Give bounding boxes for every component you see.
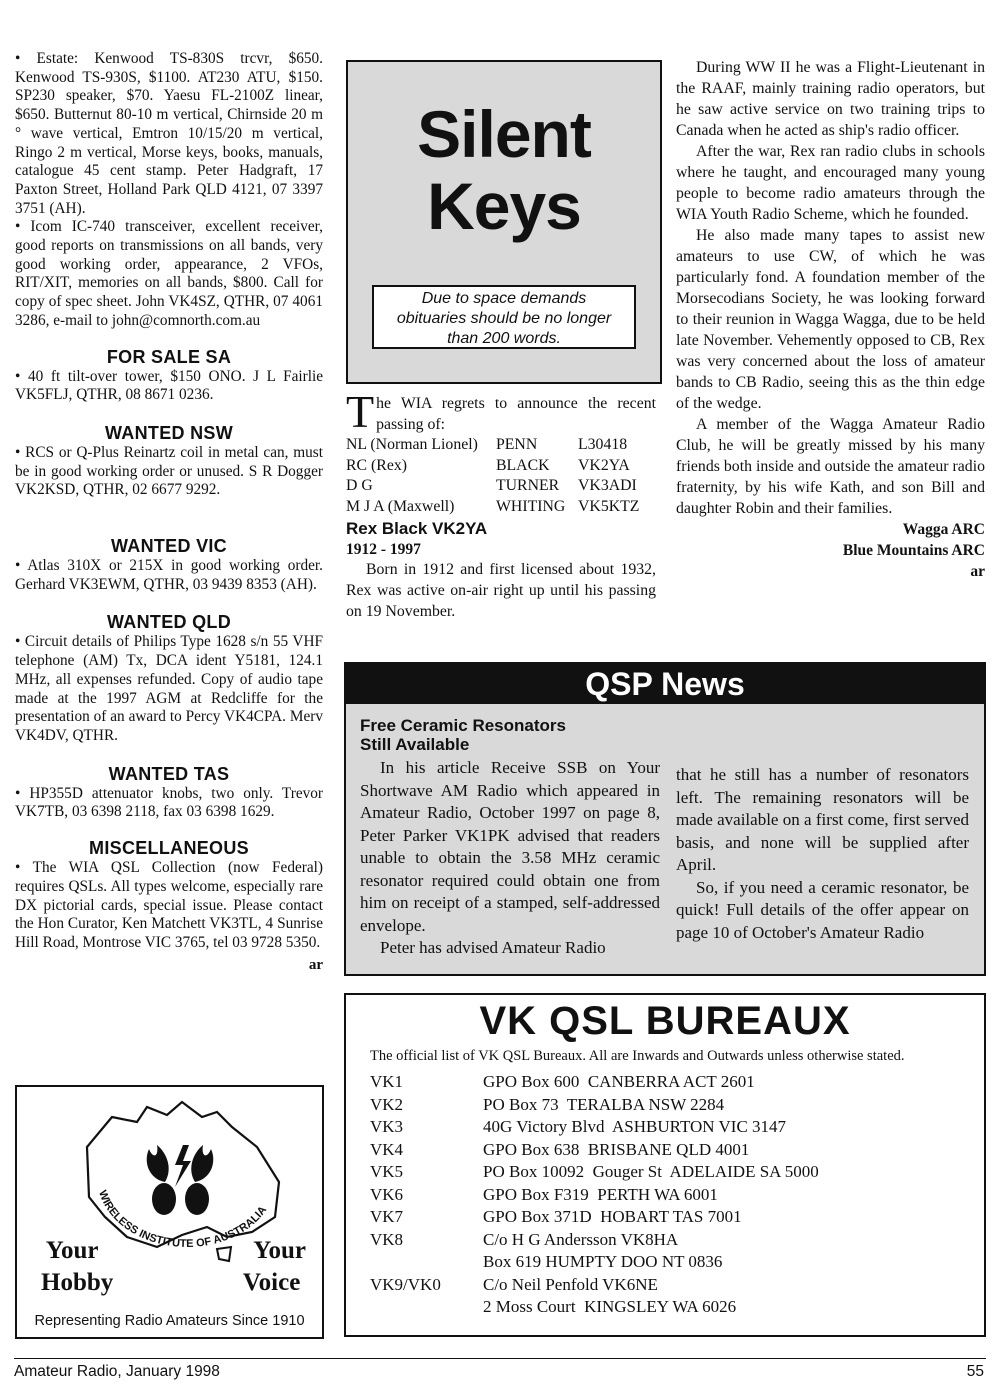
silent-keys-box <box>346 60 662 384</box>
silent-keys-text <box>346 393 656 622</box>
slogan-your-hobby <box>31 1235 113 1299</box>
heading-wanted-tas: WANTED TAS <box>108 763 230 784</box>
qsp-left-paragraph-1: In his article Receive SSB on Your Shortwave AM Radio which appeared in Amateur Radio, October 1997 on page 8, Peter Parker VK1PK advised that readers unable to obtain the 3.58 MHz ceramic resonator required could obtain one from him on receipt of a stamped, self-addressed envelope. <box>360 758 660 935</box>
page-footer-rule <box>14 1358 986 1359</box>
bureau-code: VK1 <box>370 1072 404 1091</box>
obit-years: 1912 - 1997 <box>346 541 421 558</box>
qsp-news-title: QSP News <box>346 664 984 704</box>
bureau-row <box>370 1184 819 1207</box>
bureau-row <box>370 1274 819 1297</box>
bureau-code: VK9/VK0 <box>370 1274 441 1294</box>
heading-miscellaneous: MISCELLANEOUS <box>89 838 249 859</box>
bureau-address: 2 Moss Court KINGSLEY WA 6026 <box>483 1297 737 1316</box>
passing-callsign: VK2YA <box>578 456 630 474</box>
bureaux-title: VK QSL BUREAUX <box>479 999 851 1043</box>
bureau-address: GPO Box 638 BRISBANE QLD 4001 <box>483 1139 750 1159</box>
passing-surname: TURNER <box>496 477 560 494</box>
passing-given-name: M J A (Maxwell) <box>346 497 455 515</box>
bureau-row <box>370 1139 819 1162</box>
bureau-code <box>370 1251 483 1274</box>
qsp-headline-line1: Free Ceramic Resonators <box>360 716 566 735</box>
heading-wanted-qld: WANTED QLD <box>107 612 231 633</box>
passing-surname: WHITING <box>496 497 566 515</box>
bureau-address: C/o Neil Penfold VK6NE <box>483 1274 658 1294</box>
qsp-article <box>360 716 660 960</box>
ad-estate: • Estate: Kenwood TS-830S trcvr, $650. Kenwood TS-930S, $1100. AT230 ATU, $150. SP230 speaker, $70. Yaesu FL-2100Z linear, $650. Butternut 80-10 m vertical, Chirnside 20 m ° wave vertical, Emtron 10/15/20 m vertical, Ringo 2 m vertical, Morse keys, books, manuals, catalogue 45 cent stamp. Peter Hadgraft, 17 Paxton Street, Holland Park QLD 4121, 07 3397 3751 (AH). <box>15 50 323 217</box>
slogan-your-voice <box>237 1235 306 1299</box>
title-line-silent: Silent <box>417 97 591 171</box>
passing-callsign: VK3ADI <box>578 477 637 494</box>
qsp-right-paragraph-2: So, if you need a ceramic resonator, be quick! Full details of the offer appear on page 10 of October's Amateur Radio <box>676 877 969 942</box>
bureau-code: VK8 <box>370 1229 404 1249</box>
footer-publication: Amateur Radio, January 1998 <box>14 1363 220 1380</box>
passing-surname: BLACK <box>496 456 550 474</box>
globe-left-icon <box>152 1183 176 1215</box>
qsp-headline <box>360 716 660 754</box>
title-line-keys: Keys <box>427 169 581 243</box>
bureau-code: VK5 <box>370 1162 404 1181</box>
bureau-row <box>370 1229 819 1252</box>
bureau-row <box>370 1251 819 1274</box>
bureau-row <box>370 1206 819 1229</box>
silent-keys-intro: he WIA regrets to announce the recent passing of: <box>376 395 656 433</box>
space-notice: Due to space demands obituaries should be no longer than 200 words. <box>372 285 636 349</box>
tasmania-icon <box>217 1247 231 1261</box>
bureau-row <box>370 1071 819 1094</box>
passing-row <box>346 497 656 518</box>
bureau-row <box>370 1296 819 1319</box>
bureau-address: GPO Box 600 CANBERRA ACT 2601 <box>483 1072 755 1091</box>
ad-wanted-qld: • Circuit details of Philips Type 1628 s/n 55 VHF telephone (AM) Tx, DCA ident Y5181, 124.1 MHz, all expenses refunded. Copy of audio tape made at the 1997 AGM at Redcliffe for the presentation of an award to Percy VK4CPA. Merv VK4DV, QTHR. <box>15 633 323 744</box>
heading-wanted-nsw: WANTED NSW <box>105 422 233 443</box>
bureaux-table <box>370 1071 819 1319</box>
bureau-code: VK6 <box>370 1184 404 1204</box>
qsl-bureaux-box <box>344 993 986 1337</box>
ad-wanted-tas: • HP355D attenuator knobs, two only. Trevor VK7TB, 03 6398 2118, fax 03 6398 1629. <box>15 784 323 821</box>
ad-for-sale-sa: • 40 ft tilt-over tower, $150 ONO. J L Fairlie VK5FLJ, QTHR, 08 8671 0236. <box>15 367 323 404</box>
passing-given-name: D G <box>346 477 373 494</box>
bureau-code <box>370 1296 483 1319</box>
obit-paragraph-3: After the war, Rex ran radio clubs in schools where he taught, and encouraged many young people to become radio amateurs through the WIA Youth Radio Scheme, which he founded. <box>676 143 985 223</box>
qsp-article-continued <box>676 764 969 944</box>
heading-wanted-vic: WANTED VIC <box>110 536 227 557</box>
bureau-code: VK2 <box>370 1094 404 1114</box>
bureau-address: 40G Victory Blvd ASHBURTON VIC 3147 <box>483 1117 787 1136</box>
footer-page-number: 55 <box>966 1363 984 1380</box>
ad-wanted-nsw: • RCS or Q-Plus Reinartz coil in metal can, must be in good working order or unused. S R Dogger VK2KSD, QTHR, 02 6677 9292. <box>15 443 323 499</box>
bureau-code: VK3 <box>370 1117 404 1136</box>
slogan-left-line2: Hobby <box>41 1269 114 1296</box>
signature-wagga-arc: Wagga ARC <box>902 521 985 538</box>
ad-icom: • Icom IC-740 transceiver, excellent receiver, good reports on transmissions on all bands, very good working order, appearance, 2 VFOs, RIT/XIT, memories on all bands, $800. Call for copy of spec sheet. John VK4SZ, QTHR, 07 4061 3286, e-mail to john@comnorth.com.au <box>15 218 323 329</box>
bureau-address: C/o H G Andersson VK8HA <box>483 1229 679 1249</box>
passing-row <box>346 435 656 456</box>
passing-callsign: VK5KTZ <box>578 497 640 515</box>
wia-ring-text: WIRELESS INSTITUTE OF AUSTRALIA <box>96 1188 270 1251</box>
ad-wanted-vic: • Atlas 310X or 215X in good working order. Gerhard VK3EWM, QTHR, 03 9439 8353 (AH). <box>15 557 323 593</box>
qsp-left-paragraph-2: Peter has advised Amateur Radio <box>380 938 606 957</box>
bureau-row <box>370 1161 819 1184</box>
obit-title: Rex Black VK2YA <box>346 519 488 538</box>
drop-cap: T <box>346 393 375 435</box>
bureau-address: PO Box 73 TERALBA NSW 2284 <box>483 1094 725 1114</box>
slogan-right-line1: Your <box>253 1237 306 1264</box>
sign-off-ar: ar <box>308 956 323 973</box>
passing-callsign: L30418 <box>578 436 628 453</box>
obit-paragraph-2: During WW II he was a Flight-Lieutenant in the RAAF, mainly training radio operators, but he saw active service on two training trips to Canada when he acted as ship's radio officer. <box>676 59 985 139</box>
passing-given-name: RC (Rex) <box>346 456 407 474</box>
bureaux-subtitle: The official list of VK QSL Bureaux. All are Inwards and Outwards unless otherwise stated. <box>370 1048 905 1064</box>
bureau-code: VK4 <box>370 1139 404 1159</box>
obituary-continued <box>676 57 985 582</box>
heading-for-sale-sa: FOR SALE SA <box>106 346 232 367</box>
obit-paragraph-1: Born in 1912 and first licensed about 1932, Rex was active on-air right up until his passing on 19 November. <box>346 561 656 620</box>
bureau-address: Box 619 HUMPTY DOO NT 0836 <box>483 1252 723 1271</box>
wia-ad-footer: Representing Radio Amateurs Since 1910 <box>34 1313 305 1329</box>
signature-blue-mountains: Blue Mountains ARC <box>842 542 985 559</box>
bureau-address: GPO Box F319 PERTH WA 6001 <box>483 1184 718 1204</box>
obit-paragraph-4: He also made many tapes to assist new amateurs to use CW, of which he was particularly fond. A foundation member of the Morsecodians Society, he was looking forward to their reunion in Wagga Wagga, due to be held late November. Vehemently opposed to CB, Rex was very concerned about the loss of amateur bands to CB Radio, seeing this as the thin edge of the wedge. <box>676 227 985 412</box>
classifieds-column <box>15 50 323 974</box>
bureau-code: VK7 <box>370 1207 404 1226</box>
bureau-row <box>370 1116 819 1139</box>
passing-row <box>346 456 656 477</box>
passing-surname: PENN <box>496 436 538 453</box>
qsp-headline-line2: Still Available <box>360 735 470 754</box>
silent-keys-title <box>348 98 660 242</box>
passing-row <box>346 476 656 497</box>
qsp-news-box <box>344 662 986 976</box>
globe-right-icon <box>185 1183 209 1215</box>
bureau-row <box>370 1094 819 1117</box>
bureau-address: GPO Box 371D HOBART TAS 7001 <box>483 1207 742 1226</box>
passing-list <box>346 435 656 517</box>
slogan-left-line1: Your <box>45 1237 99 1264</box>
slogan-right-line2: Voice <box>242 1269 301 1296</box>
bureau-address: PO Box 10092 Gouger St ADELAIDE SA 5000 <box>483 1162 819 1181</box>
wia-advertisement <box>15 1085 324 1339</box>
passing-given-name: NL (Norman Lionel) <box>346 436 478 453</box>
qsp-right-paragraph-1: that he still has a number of resonators left. The remaining resonators will be made available on a first come, first served basis, and none will be supplied after April. <box>676 765 969 874</box>
ad-miscellaneous: • The WIA QSL Collection (now Federal) requires QSLs. All types welcome, especially rare DX pictorial cards, special issue. Please contact the Hon Curator, Ken Matchett VK3TL, 4 Sunrise Hill Road, Montrose VIC 3765, tel 03 9728 5350. <box>15 859 323 951</box>
signature-ar: ar <box>970 563 985 580</box>
obit-paragraph-5: A member of the Wagga Amateur Radio Club, he will be greatly missed by his many friends both inside and outside the amateur radio fraternity, by his wife Kath, and son Bill and daughter Robin and their families. <box>676 416 985 517</box>
